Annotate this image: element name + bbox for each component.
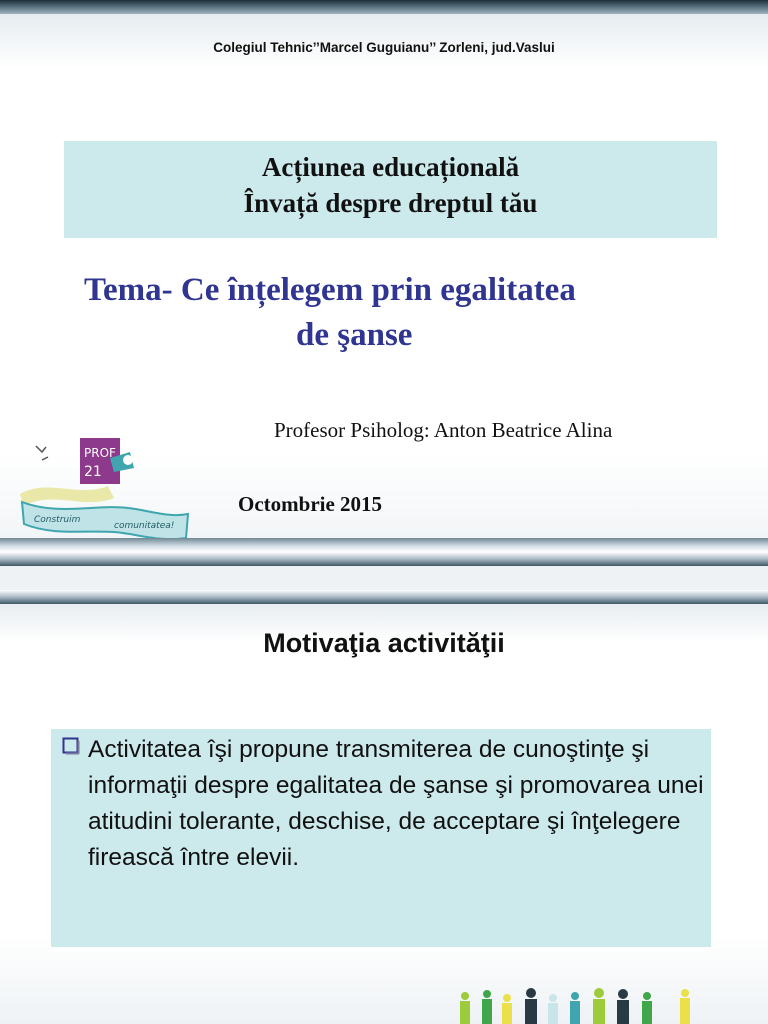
- slide-1-bottom-bar: [0, 538, 768, 566]
- title-line-2: Învață despre dreptul tău: [243, 188, 538, 218]
- logo-ribbon-left: Construim: [34, 515, 81, 525]
- slide-2-top-bar: [0, 590, 768, 604]
- date-label: Octombrie 2015: [238, 492, 383, 516]
- logo-badge-line-2: 21: [84, 464, 102, 480]
- logo-ribbon-right: comunitatea!: [114, 521, 175, 531]
- author-name: Profesor Psiholog: Anton Beatrice Alina: [274, 418, 613, 442]
- people-illustration: [455, 984, 705, 1024]
- prof21-logo: [18, 438, 193, 546]
- theme-line-2: de şanse: [296, 317, 413, 353]
- motivation-box: [51, 729, 711, 947]
- theme-title: [84, 268, 724, 358]
- slide-1-top-bar: [0, 0, 768, 14]
- title-line-1: Acțiunea educațională: [261, 152, 520, 182]
- logo-badge-line-1: PROF: [84, 446, 116, 460]
- slide-2: [0, 590, 768, 1024]
- school-name: Colegiul Tehnic’’Marcel Guguianu’’ Zorleni, jud.Vaslui: [213, 40, 555, 55]
- motivation-heading: Motivaţia activităţii: [263, 628, 505, 658]
- theme-line-1: Tema- Ce înțelegem prin egalitatea: [84, 272, 576, 308]
- motivation-text: Activitatea îşi propune transmiterea de cunoştinţe şi informaţii despre egalitatea de şanse şi promovarea unei atitudini tolerante, deschise, de acceptare şi înţelegere firească între elevii.: [88, 736, 704, 871]
- title-box: [64, 141, 717, 238]
- person-icon: [460, 988, 690, 1024]
- checkbox-square-icon: [62, 737, 80, 755]
